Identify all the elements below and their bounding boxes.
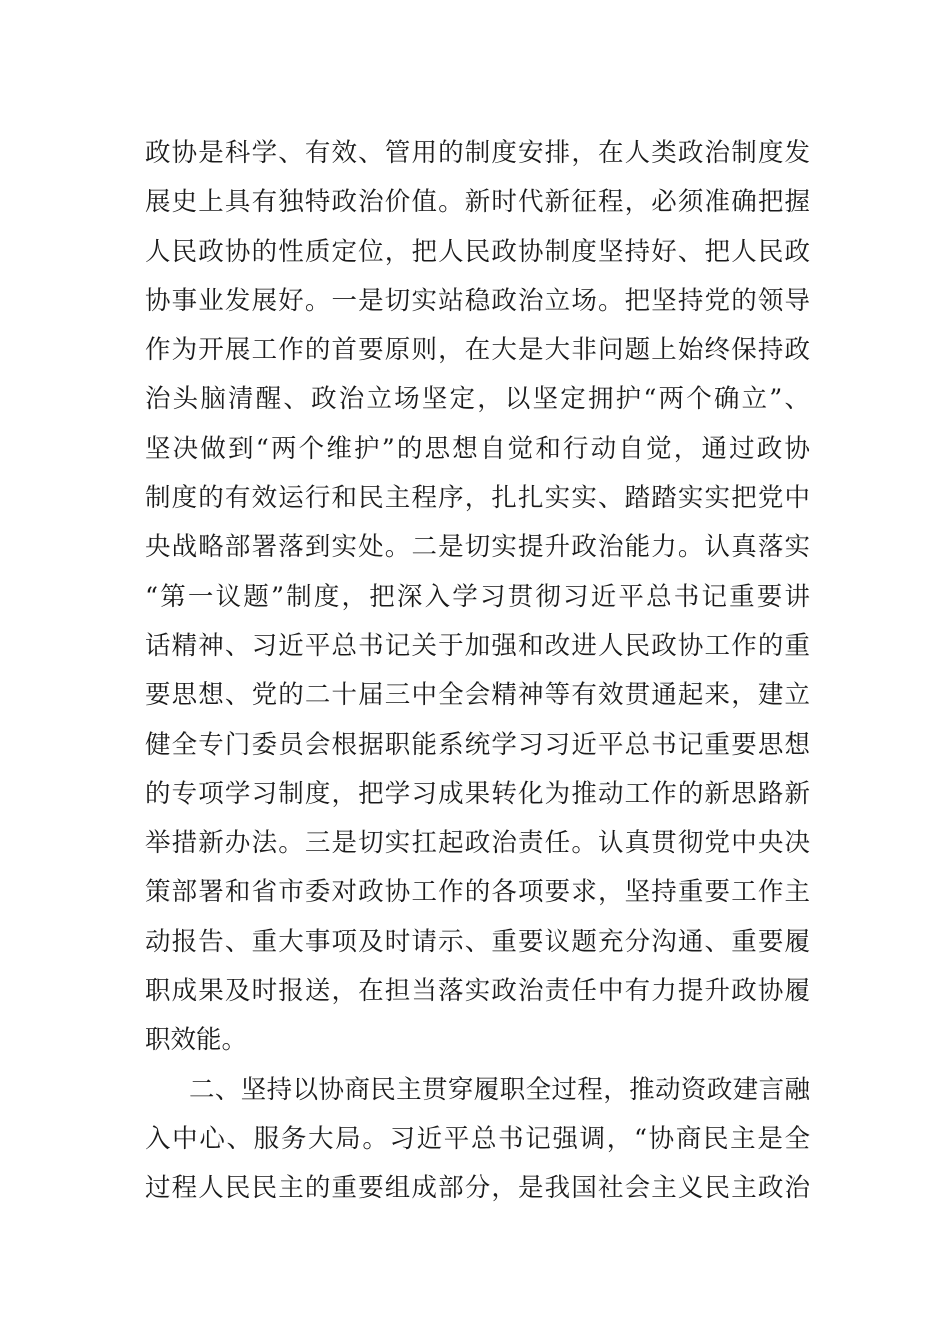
text-line: 职效能。	[145, 1025, 248, 1056]
paragraph-1	[145, 129, 810, 1066]
text-line: 动报告、重大事项及时请示、重要议题充分沟通、重要履	[145, 926, 810, 957]
text-line: 治头脑清醒、政治立场坚定，以坚定拥护“两个确立”、	[145, 384, 810, 415]
text-line: 过程人民民主的重要组成部分，是我国社会主义民主政治	[145, 1173, 810, 1204]
text-line: 话精神、习近平总书记关于加强和改进人民政协工作的重	[145, 630, 810, 661]
body-text	[145, 129, 810, 1214]
text-line: 展史上具有独特政治价值。新时代新征程，必须准确把握	[145, 187, 810, 218]
text-line: 举措新办法。三是切实扛起政治责任。认真贯彻党中央决	[145, 828, 810, 859]
text-line: 协事业发展好。一是切实站稳政治立场。把坚持党的领导	[145, 285, 810, 316]
text-line: 制度的有效运行和民主程序，扎扎实实、踏踏实实把党中	[145, 483, 810, 514]
text-line: 坚决做到“两个维护”的思想自觉和行动自觉，通过政协	[145, 433, 810, 464]
text-line: 人民政协的性质定位，把人民政协制度坚持好、把人民政	[145, 236, 810, 267]
paragraph-2	[145, 1066, 810, 1214]
text-line: 健全专门委员会根据职能系统学习习近平总书记重要思想	[145, 729, 810, 760]
text-line: 二、坚持以协商民主贯穿履职全过程，推动资政建言融	[189, 1074, 810, 1105]
text-line: 作为开展工作的首要原则，在大是大非问题上始终保持政	[145, 335, 810, 366]
text-line: “第一议题”制度，把深入学习贯彻习近平总书记重要讲	[145, 581, 810, 612]
text-line: 入中心、服务大局。习近平总书记强调，“协商民主是全	[145, 1123, 810, 1154]
text-line: 职成果及时报送，在担当落实政治责任中有力提升政协履	[145, 976, 810, 1007]
text-line: 要思想、党的二十届三中全会精神等有效贯通起来，建立	[145, 680, 810, 711]
text-line: 央战略部署落到实处。二是切实提升政治能力。认真落实	[145, 532, 810, 563]
text-line: 的专项学习制度，把学习成果转化为推动工作的新思路新	[145, 778, 810, 809]
text-line: 策部署和省市委对政协工作的各项要求，坚持重要工作主	[145, 877, 810, 908]
text-line: 政协是科学、有效、管用的制度安排，在人类政治制度发	[145, 138, 810, 168]
